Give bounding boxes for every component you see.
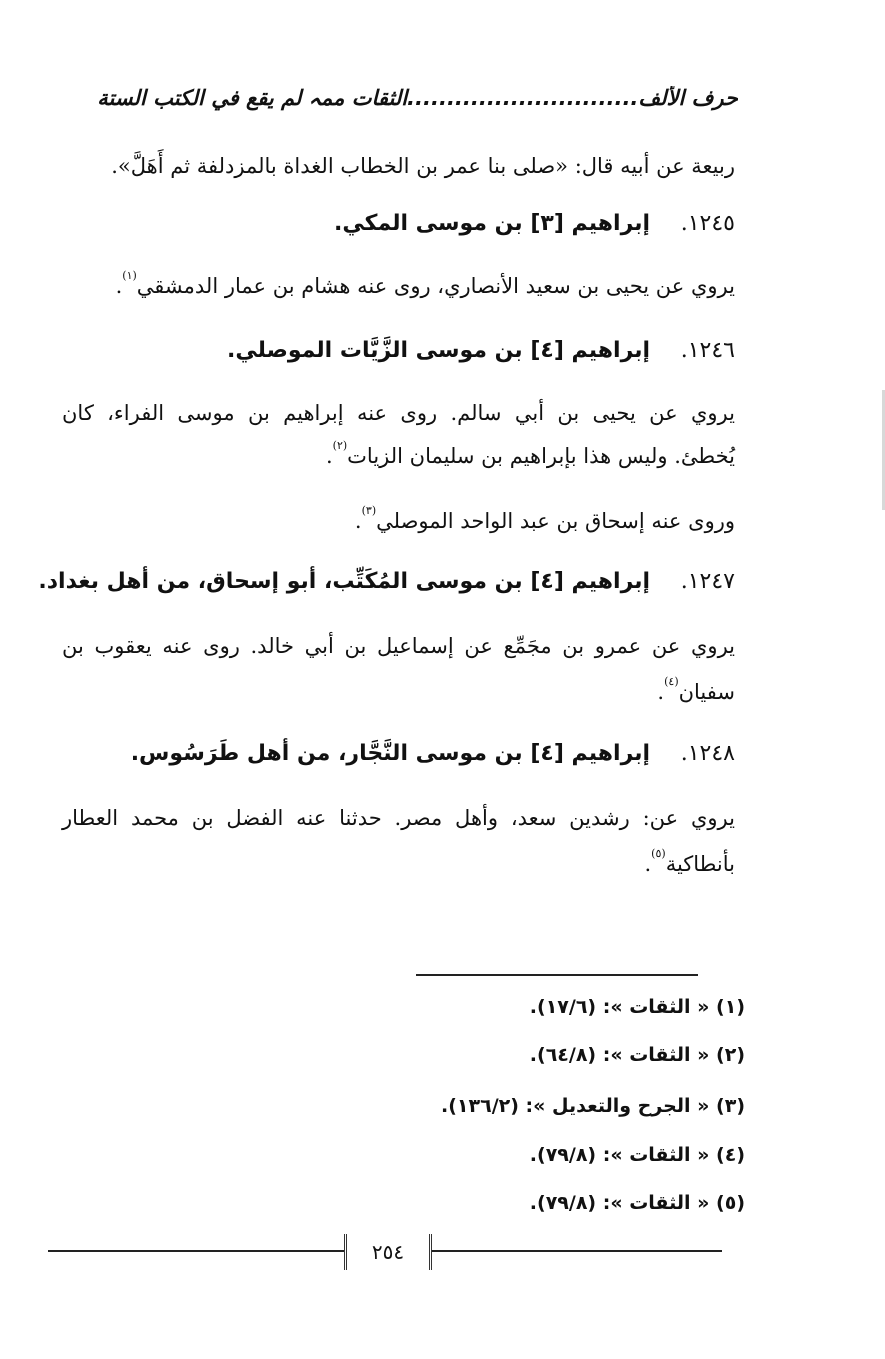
entry-1248-heading: [131, 738, 735, 770]
footnote-ref: (٤): [664, 675, 679, 688]
footnote-ref: (١): [122, 269, 137, 282]
continuation-line: ربيعة عن أبيه قال: «صلى بنا عمر بن الخطاب الغداة بالمزدلفة ثم أَهَلَّ».: [111, 154, 735, 178]
footnote-5: (٥) « الثقات »: (٧٩/٨).: [529, 1192, 745, 1214]
entry-1247-heading: [38, 566, 735, 598]
page-number: ٢٥٤: [344, 1234, 432, 1270]
footnote-ref: (٢): [332, 439, 348, 452]
footnote-separator: [416, 974, 698, 976]
page-rule-right: [432, 1250, 722, 1252]
entry-1245-text: يروي عن يحيى بن سعيد الأنصاري، روى عنه هشام بن عمار الدمشقي$^{(١)}$.: [115, 269, 735, 298]
footnote-2: (٢) « الثقات »: (٦٤/٨).: [529, 1044, 745, 1066]
entry-1246-text-3: وروى عنه إسحاق بن عبد الواحد الموصلي$^{(٣)}$.: [354, 504, 735, 533]
footnote-4: (٤) « الثقات »: (٧٩/٨).: [529, 1144, 745, 1166]
entry-name: إبراهيم [٤] بن موسى النَّجَّار، من أهل طَرَسُوس.: [130, 741, 651, 766]
entry-1247-text-2: سفيان$^{(٤)}$.: [657, 675, 735, 704]
footnote-ref: (٣): [361, 504, 377, 517]
page-rule-left: [48, 1250, 344, 1252]
entry-number: ١٢٤٨.: [680, 741, 735, 766]
running-header: حرف الألف.............................الثقات ممہ لم يقع في الكتب الستة: [97, 86, 738, 110]
entry-1246-heading: [227, 335, 735, 367]
entry-1248-text-2: بأنطاكية$^{(٥)}$.: [644, 847, 735, 876]
entry-number: ١٢٤٦.: [680, 338, 735, 363]
entry-1248-text-1: يروي عن: رشدين سعد، وأهل مصر. حدثنا عنه الفضل بن محمد العطار: [62, 806, 735, 830]
footnote-1: (١) « الثقات »: (١٧/٦).: [529, 996, 745, 1018]
entry-number: ١٢٤٥.: [680, 211, 735, 236]
footnote-3: (٣) « الجرح والتعديل »: (١٣٦/٢).: [441, 1095, 745, 1117]
entry-name: إبراهيم [٤] بن موسى الزَّيَّات الموصلي.: [227, 338, 651, 363]
entry-1246-text-2: يُخطئ. وليس هذا بإبراهيم بن سليمان الزيات$^{(٢)}$.: [325, 439, 735, 468]
entry-1247-text-1: يروي عن عمرو بن مجَمِّع عن إسماعيل بن أبي خالد. روى عنه يعقوب بن: [62, 634, 735, 658]
entry-name: إبراهيم [٤] بن موسى المُكَتِّب، أبو إسحاق، من أهل بغداد.: [38, 569, 651, 594]
entry-number: ١٢٤٧.: [680, 569, 735, 594]
entry-1246-text-1: يروي عن يحيى بن أبي سالم. روى عنه إبراهيم بن موسى الفراء، كان: [62, 401, 735, 425]
footnote-ref: (٥): [651, 847, 666, 860]
entry-name: إبراهيم [٣] بن موسى المكي.: [334, 211, 651, 236]
entry-1245-heading: [334, 208, 735, 240]
